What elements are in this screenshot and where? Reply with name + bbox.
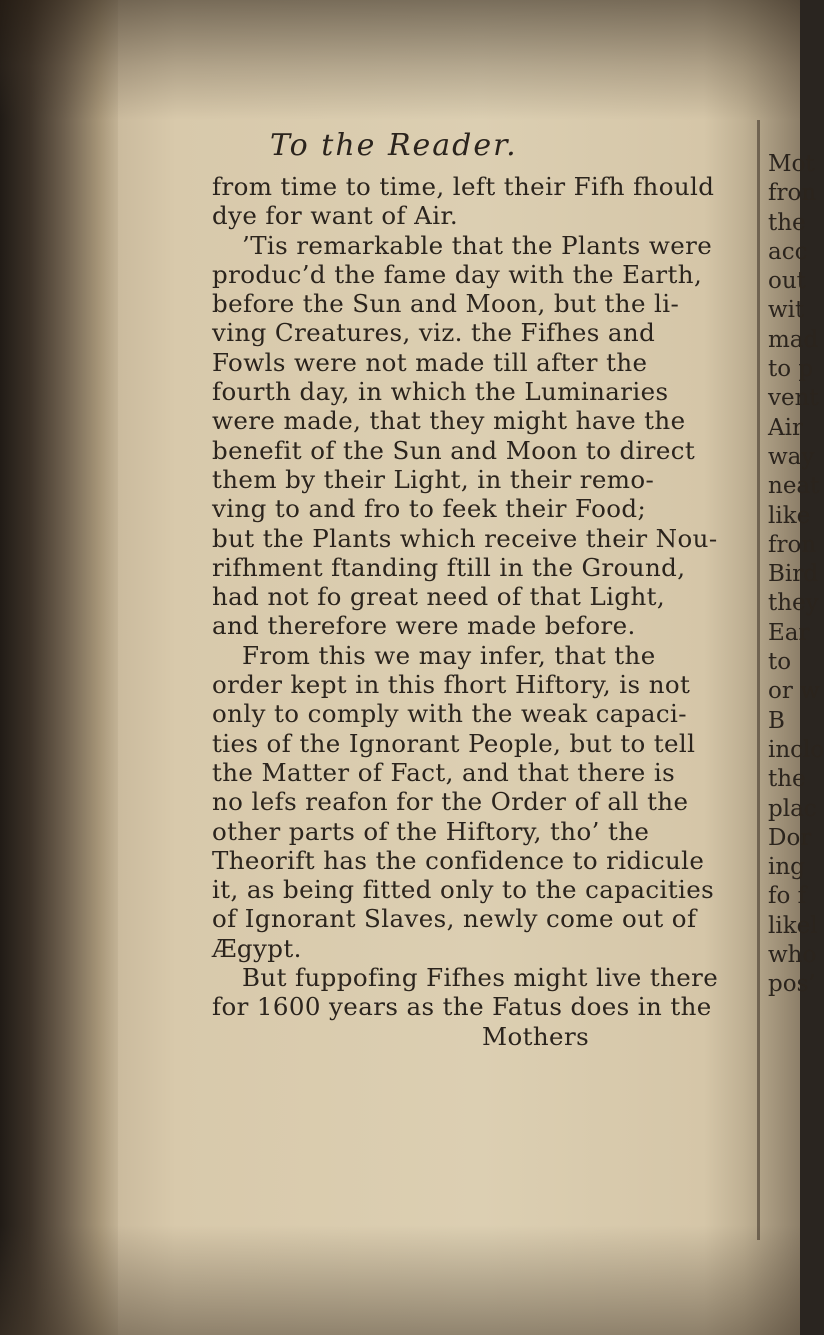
text-line: order kept in this fhort Hiftory, is not xyxy=(212,670,691,700)
text-line: the Matter of Fact, and that there is xyxy=(212,757,676,787)
book-binding-edge xyxy=(0,0,118,1335)
facing-page-line: ing xyxy=(768,854,805,881)
text-line: dye for want of Air. xyxy=(212,201,459,231)
facing-page-line: to xyxy=(768,649,792,676)
text-line: from time to time, left their Fifh fhould xyxy=(212,172,715,201)
text-line: ving Creatures, viz. the Fifhes and xyxy=(212,318,656,348)
facing-page-line: who xyxy=(768,942,817,969)
text-line: other parts of the Hiftory, tho’ the xyxy=(212,816,650,846)
facing-page-line: Bird xyxy=(768,561,818,588)
text-line: produc’d the fame day with the Earth, xyxy=(212,259,703,289)
text-line: ’Tis remarkable that the Plants were xyxy=(242,230,713,260)
facing-page-line: fron xyxy=(768,180,817,207)
text-line: for 1600 years as the Fatus does in the xyxy=(212,992,712,1022)
facing-page-line: fo f xyxy=(768,883,807,910)
facing-page-fragments xyxy=(768,150,824,1000)
facing-page-line: the xyxy=(768,209,806,236)
facing-page-line: the xyxy=(768,766,806,793)
text-line: Fowls were not made till after the xyxy=(212,347,648,377)
facing-page-line: way xyxy=(768,443,815,470)
text-line: had not fo great need of that Light, xyxy=(212,582,666,612)
text-line: benefit of the Sun and Moon to direct xyxy=(212,435,696,465)
text-line: and therefore were made before. xyxy=(212,611,636,641)
text-line: no lefs reafon for the Order of all the xyxy=(212,787,689,817)
text-line: Theorift has the confidence to ridicule xyxy=(212,845,705,875)
facing-page-line: mad xyxy=(768,326,819,353)
facing-page-line: inclo xyxy=(768,736,824,763)
text-line: But fuppofing Fifhes might live there xyxy=(242,963,719,993)
facing-page-line: they xyxy=(768,590,819,617)
facing-page-line: or w xyxy=(768,678,820,705)
facing-page-line: to p xyxy=(768,356,814,383)
facing-page-line: Mot xyxy=(768,151,815,177)
facing-page-line: like xyxy=(768,502,811,529)
facing-page-line: Dor xyxy=(768,824,812,851)
text-line: Ægypt. xyxy=(212,933,302,963)
bottom-shadow xyxy=(0,1225,800,1335)
facing-page-line: B xyxy=(768,707,785,734)
facing-page-line: pos’ xyxy=(768,971,816,998)
facing-page-line: out xyxy=(768,268,806,295)
text-line: of Ignorant Slaves, newly come out of xyxy=(212,904,697,934)
facing-page-line: Ear xyxy=(768,619,810,646)
text-line: ving to and fro to feek their Food; xyxy=(212,494,647,524)
facing-page-line: acc xyxy=(768,238,808,265)
facing-page-line: Air xyxy=(768,414,803,441)
facing-page-line: fron xyxy=(768,531,817,558)
facing-page-line: vent xyxy=(768,385,819,412)
page-gutter-line xyxy=(757,120,760,1240)
text-lines xyxy=(212,172,732,1022)
running-head: To the Reader. xyxy=(270,128,518,163)
facing-page-line: neat xyxy=(768,473,820,500)
text-line: before the Sun and Moon, but the li- xyxy=(212,289,680,319)
text-line: From this we may infer, that the xyxy=(242,640,656,670)
text-line: fourth day, in which the Luminaries xyxy=(212,377,669,407)
facing-page-line: plac xyxy=(768,795,817,822)
top-shadow xyxy=(0,0,800,120)
facing-page-line: wit xyxy=(768,297,805,324)
page-text-block xyxy=(212,126,732,1051)
text-line: rifhment ftanding ftill in the Ground, xyxy=(212,552,686,582)
text-line: it, as being fitted only to the capacities xyxy=(212,875,715,905)
text-line: ties of the Ignorant People, but to tell xyxy=(212,728,696,758)
text-line: were made, that they might have the xyxy=(212,406,686,436)
text-line: only to comply with the weak capaci- xyxy=(212,699,687,729)
text-line: but the Plants which receive their Nou- xyxy=(212,523,718,553)
text-line: them by their Light, in their remo- xyxy=(212,464,655,494)
catchword: Mothers xyxy=(482,1021,590,1051)
facing-page-line: likel xyxy=(768,912,818,939)
